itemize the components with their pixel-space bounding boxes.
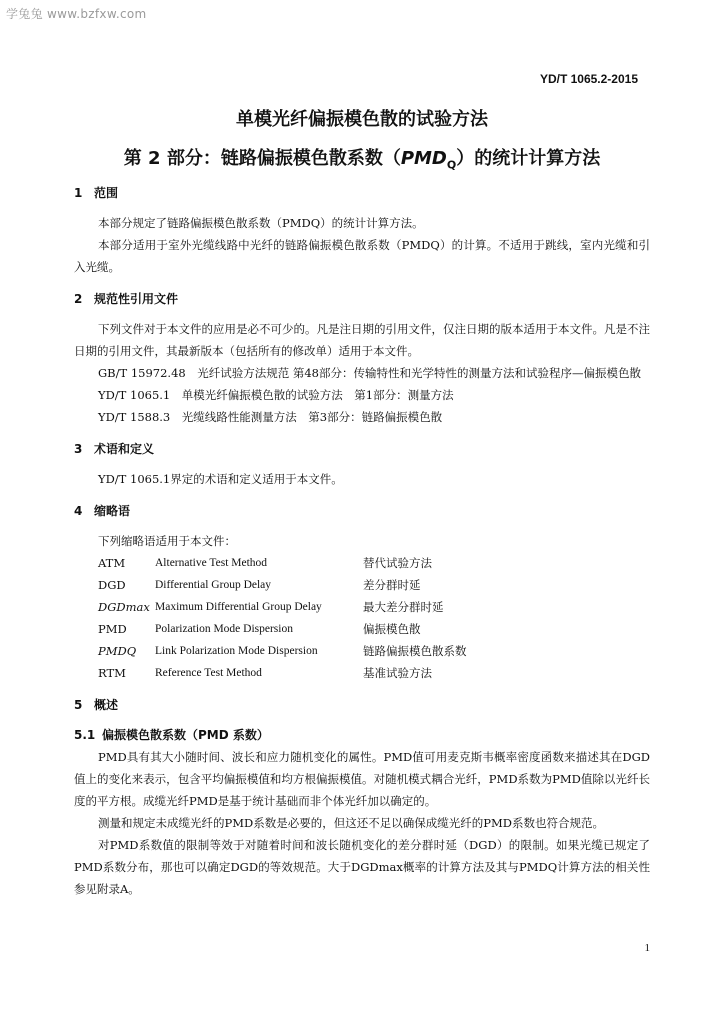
abbr-cell: RTM <box>98 666 126 680</box>
english-cell: Reference Test Method <box>155 667 262 679</box>
section-title: 规范性引用文件 <box>94 292 179 306</box>
paragraph: 本部分适用于室外光缆线路中光纤的链路偏振模色散系数（PMDQ）的计算。不适用于跳线，室内光缆和引入光缆。 <box>74 238 650 274</box>
page-number: 1 <box>644 942 650 954</box>
subsection-title: 偏振模色散系数（PMD 系数） <box>102 728 269 742</box>
abbr-cell: ATM <box>98 556 126 570</box>
abbreviation-table <box>98 552 563 684</box>
section-heading-terms <box>74 438 650 460</box>
table-row <box>98 596 563 618</box>
english-cell: Differential Group Delay <box>155 579 272 591</box>
table-row <box>98 640 563 662</box>
subsection-number: 5.1 <box>74 728 96 742</box>
chinese-cell: 最大差分群时延 <box>363 600 444 614</box>
abbr-cell: PMDQ <box>98 644 137 658</box>
reference-item: YD/T 1588.3 光缆线路性能测量方法 第3部分：链路偏振模色散 <box>98 410 443 424</box>
document-title: 单模光纤偏振模色散的试验方法 <box>236 109 488 130</box>
subsection-heading-pmd-coefficient <box>74 724 650 746</box>
chinese-cell: 替代试验方法 <box>363 556 432 570</box>
abbr-cell: DGD <box>98 578 126 592</box>
subtitle-suffix: ）的统计计算方法 <box>456 148 601 169</box>
abbr-cell: PMD <box>98 622 127 636</box>
chinese-cell: 基准试验方法 <box>363 666 432 680</box>
reference-item: YD/T 1065.1 单模光纤偏振模色散的试验方法 第1部分：测量方法 <box>98 388 454 402</box>
english-cell: Polarization Mode Dispersion <box>155 623 293 635</box>
section-title: 缩略语 <box>94 504 131 518</box>
section-title: 术语和定义 <box>94 442 155 456</box>
watermark: 学兔兔 www.bzfxw.com <box>6 7 147 21</box>
section-title: 概述 <box>94 698 119 712</box>
paragraph: PMD具有其大小随时间、波长和应力随机变化的属性。PMD值可用麦克斯韦概率密度函数来描述其在DGD值上的变化来表示，包含平均偏振模值和均方根偏振模值。对随机模式耦合光纤，PMD系数为PMD值除以光纤长度的平方根。成缆光纤PMD是基于统计基础而非个体光纤加以确定的。 <box>74 750 650 808</box>
paragraph: YD/T 1065.1界定的术语和定义适用于本文件。 <box>98 472 343 486</box>
english-cell: Link Polarization Mode Dispersion <box>155 645 318 657</box>
table-row <box>98 618 563 640</box>
reference-item: GB/T 15972.48 光纤试验方法规范 第48部分：传输特性和光学特性的测量方法和试验程序—偏振模色散 <box>98 366 641 380</box>
section-number: 4 <box>74 504 83 518</box>
paragraph: 测量和规定未成缆光纤的PMD系数是必要的，但这还不足以确保成缆光纤的PMD系数也符合规范。 <box>98 816 604 830</box>
section-number: 5 <box>74 698 83 712</box>
document-subtitle <box>0 144 724 172</box>
chinese-cell: 链路偏振模色散系数 <box>363 644 467 658</box>
section-heading-normative-references <box>74 288 650 310</box>
section-number: 1 <box>74 186 83 200</box>
section-heading-scope <box>74 182 650 204</box>
table-row <box>98 552 563 574</box>
subtitle-symbol: PMD <box>400 148 447 169</box>
document-number: YD/T 1065.2-2015 <box>539 72 638 86</box>
paragraph: 对PMD系数值的限制等效于对随着时间和波长随机变化的差分群时延（DGD）的限制。如果光缆已规定了PMD系数分布，那也可以确定DGD的等效规范。大于DGDmax概率的计算方法及其与PMDQ计算方法的相关性参见附录A。 <box>74 838 650 896</box>
section-heading-overview <box>74 694 650 716</box>
document-body <box>74 182 650 900</box>
table-row <box>98 574 563 596</box>
paragraph: 下列文件对于本文件的应用是必不可少的。凡是注日期的引用文件，仅注日期的版本适用于本文件。凡是不注日期的引用文件，其最新版本（包括所有的修改单）适用于本文件。 <box>74 322 650 358</box>
chinese-cell: 差分群时延 <box>363 578 421 592</box>
paragraph: 下列缩略语适用于本文件： <box>98 534 236 548</box>
table-row <box>98 662 563 684</box>
english-cell: Alternative Test Method <box>155 557 268 569</box>
section-number: 3 <box>74 442 83 456</box>
section-heading-abbreviations <box>74 500 650 522</box>
section-number: 2 <box>74 292 83 306</box>
paragraph: 本部分规定了链路偏振模色散系数（PMDQ）的统计计算方法。 <box>98 216 424 230</box>
subtitle-subscript: Q <box>446 158 457 172</box>
section-title: 范围 <box>94 186 119 200</box>
abbr-cell: DGDmax <box>98 600 150 614</box>
english-cell: Maximum Differential Group Delay <box>155 601 322 613</box>
subtitle-prefix: 第 2 部分：链路偏振模色散系数（ <box>123 148 401 169</box>
chinese-cell: 偏振模色散 <box>363 622 421 636</box>
